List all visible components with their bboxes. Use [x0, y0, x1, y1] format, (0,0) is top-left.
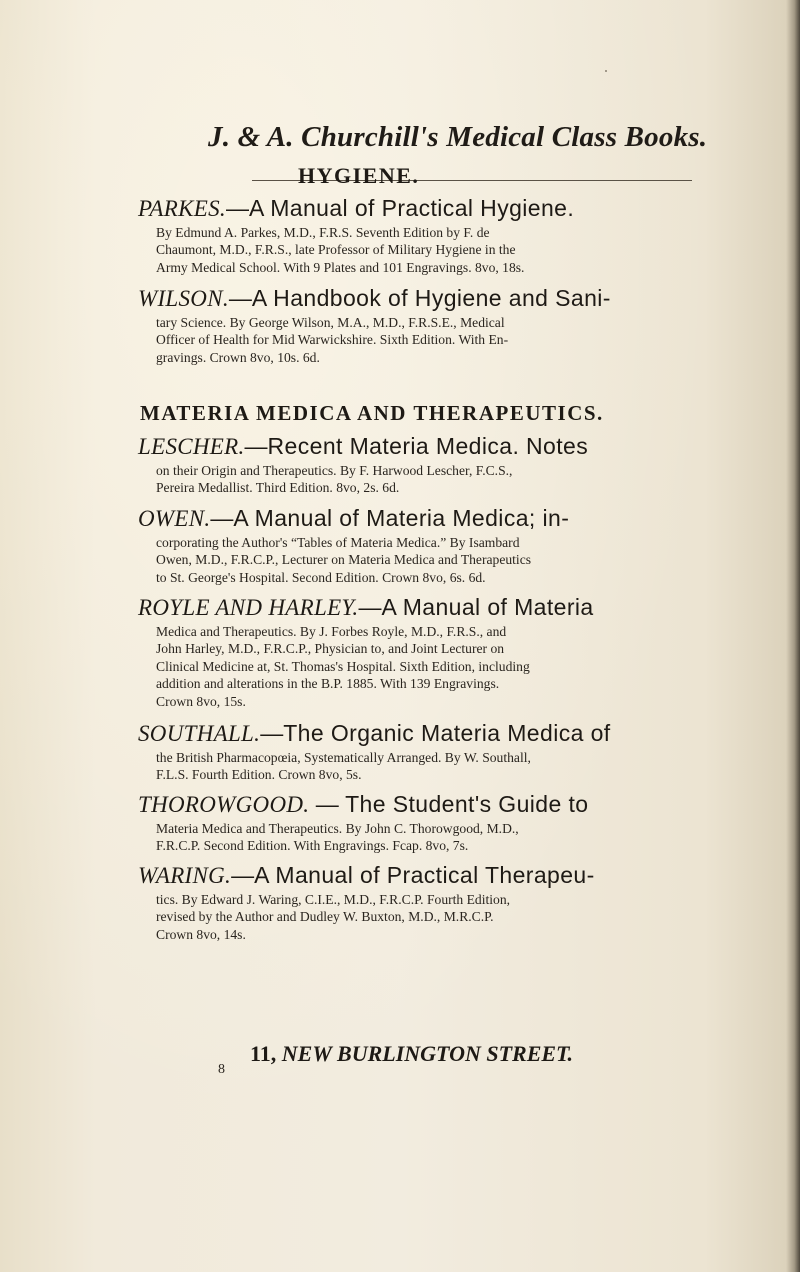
entry-body-line: Materia Medica and Therapeutics. By John C. Thorowgood, M.D., [156, 821, 519, 836]
entry-author: LESCHER. [138, 434, 245, 459]
entry-parkes [138, 193, 758, 276]
entry-body-line: John Harley, M.D., F.R.C.P., Physician to, and Joint Lecturer on [156, 641, 505, 657]
entry-body-line: F.L.S. Fourth Edition. Crown 8vo, 5s. [156, 767, 362, 783]
entry-body [156, 820, 760, 855]
publisher-address [250, 1041, 573, 1067]
entry-body [156, 224, 760, 276]
entry-dash: — [228, 285, 252, 311]
entry-body-line: corporating the Author's “Tables of Materia Medica.” By Isambard [156, 535, 520, 550]
entry-dash: — [210, 505, 234, 531]
entry-body-line: Chaumont, M.D., F.R.S., late Professor of Military Hygiene in the [156, 242, 516, 258]
entry-southall [138, 718, 758, 784]
page-header: J. & A. Churchill's Medical Class Books. [208, 121, 708, 153]
entry-body-line: Crown 8vo, 14s. [156, 926, 246, 942]
entry-body-line: gravings. Crown 8vo, 10s. 6d. [156, 349, 320, 365]
entry-author: PARKES. [138, 196, 226, 221]
entry-dash: — [225, 195, 249, 221]
signature-mark: 8 [218, 1062, 225, 1077]
entry-body-line: Clinical Medicine at, St. Thomas's Hospital. Sixth Edition, including [156, 658, 530, 674]
entry-body-line: Officer of Health for Mid Warwickshire. Sixth Edition. With En- [156, 332, 509, 348]
entry-heading [138, 503, 758, 534]
address-street: NEW BURLINGTON STREET. [281, 1041, 573, 1066]
entry-dash: — [260, 720, 284, 746]
entry-body-line: the British Pharmacopœia, Systematically Arranged. By W. Southall, [156, 750, 531, 765]
entry-title: A Handbook of Hygiene and Sani- [251, 285, 611, 311]
entry-author: WILSON. [138, 286, 229, 311]
entry-author: OWEN. [138, 506, 211, 531]
entry-heading [138, 592, 758, 623]
entry-body-line: addition and alterations in the B.P. 1885. With 139 Engravings. [156, 676, 500, 692]
paper-speck [605, 70, 607, 72]
entry-body [156, 749, 760, 784]
section-heading-hygiene: HYGIENE. [298, 163, 420, 188]
entry-body-line: F.R.C.P. Second Edition. With Engravings. Fcap. 8vo, 7s. [156, 838, 469, 854]
entry-body [156, 891, 760, 943]
entry-body-line: Owen, M.D., F.R.C.P., Lecturer on Materia Medica and Therapeutics [156, 552, 532, 568]
entry-body [156, 462, 760, 497]
entry-dash: — [244, 433, 268, 459]
entry-thorowgood [138, 789, 758, 855]
entry-heading [138, 789, 758, 820]
entry-body [156, 534, 760, 586]
entry-body-line: Medica and Therapeutics. By J. Forbes Royle, M.D., F.R.S., and [156, 624, 507, 639]
address-number: 11, [250, 1041, 277, 1066]
entry-title: The Organic Materia Medica of [283, 720, 611, 746]
entry-body-line: to St. George's Hospital. Second Edition. Crown 8vo, 6s. 6d. [156, 569, 486, 585]
entry-heading [138, 431, 758, 462]
entry-body [156, 623, 760, 710]
entry-dash: — [309, 791, 346, 817]
entry-title: A Manual of Materia [381, 594, 594, 620]
entry-author: THOROWGOOD. [138, 792, 310, 817]
entry-waring [138, 860, 758, 943]
entry-lescher [138, 431, 758, 497]
entry-body-line: Pereira Medallist. Third Edition. 8vo, 2s. 6d. [156, 480, 400, 496]
entry-title: The Student's Guide to [345, 791, 589, 817]
entry-heading [138, 193, 758, 224]
entry-title: A Manual of Practical Therapeu- [254, 862, 595, 888]
entry-royle-harley [138, 592, 758, 710]
entry-heading [138, 283, 758, 314]
entry-author: SOUTHALL. [138, 721, 261, 746]
entry-body-line: revised by the Author and Dudley W. Buxton, M.D., M.R.C.P. [156, 909, 494, 925]
entry-body-line: By Edmund A. Parkes, M.D., F.R.S. Seventh Edition by F. de [156, 225, 490, 240]
entry-owen [138, 503, 758, 586]
entry-body-line: tics. By Edward J. Waring, C.I.E., M.D., F.R.C.P. Fourth Edition, [156, 892, 511, 907]
page-edge-shadow [786, 0, 800, 1272]
section-heading-materia-medica: MATERIA MEDICA AND THERAPEUTICS. [140, 401, 604, 425]
entry-wilson [138, 283, 758, 366]
entry-title: Recent Materia Medica. Notes [267, 433, 589, 459]
entry-title: A Manual of Practical Hygiene. [248, 195, 575, 221]
entry-body-line: tary Science. By George Wilson, M.A., M.D., F.R.S.E., Medical [156, 315, 505, 330]
entry-dash: — [358, 594, 382, 620]
entry-heading [138, 718, 758, 749]
entry-dash: — [231, 862, 255, 888]
entry-body-line: on their Origin and Therapeutics. By F. Harwood Lescher, F.C.S., [156, 463, 513, 478]
entry-author: WARING. [138, 863, 232, 888]
entry-title: A Manual of Materia Medica; in- [233, 505, 570, 531]
entry-author: ROYLE AND HARLEY. [138, 595, 359, 620]
entry-body-line: Army Medical School. With 9 Plates and 101 Engravings. 8vo, 18s. [156, 259, 525, 275]
entry-body-line: Crown 8vo, 15s. [156, 693, 246, 709]
entry-heading [138, 860, 758, 891]
entry-body [156, 314, 760, 366]
